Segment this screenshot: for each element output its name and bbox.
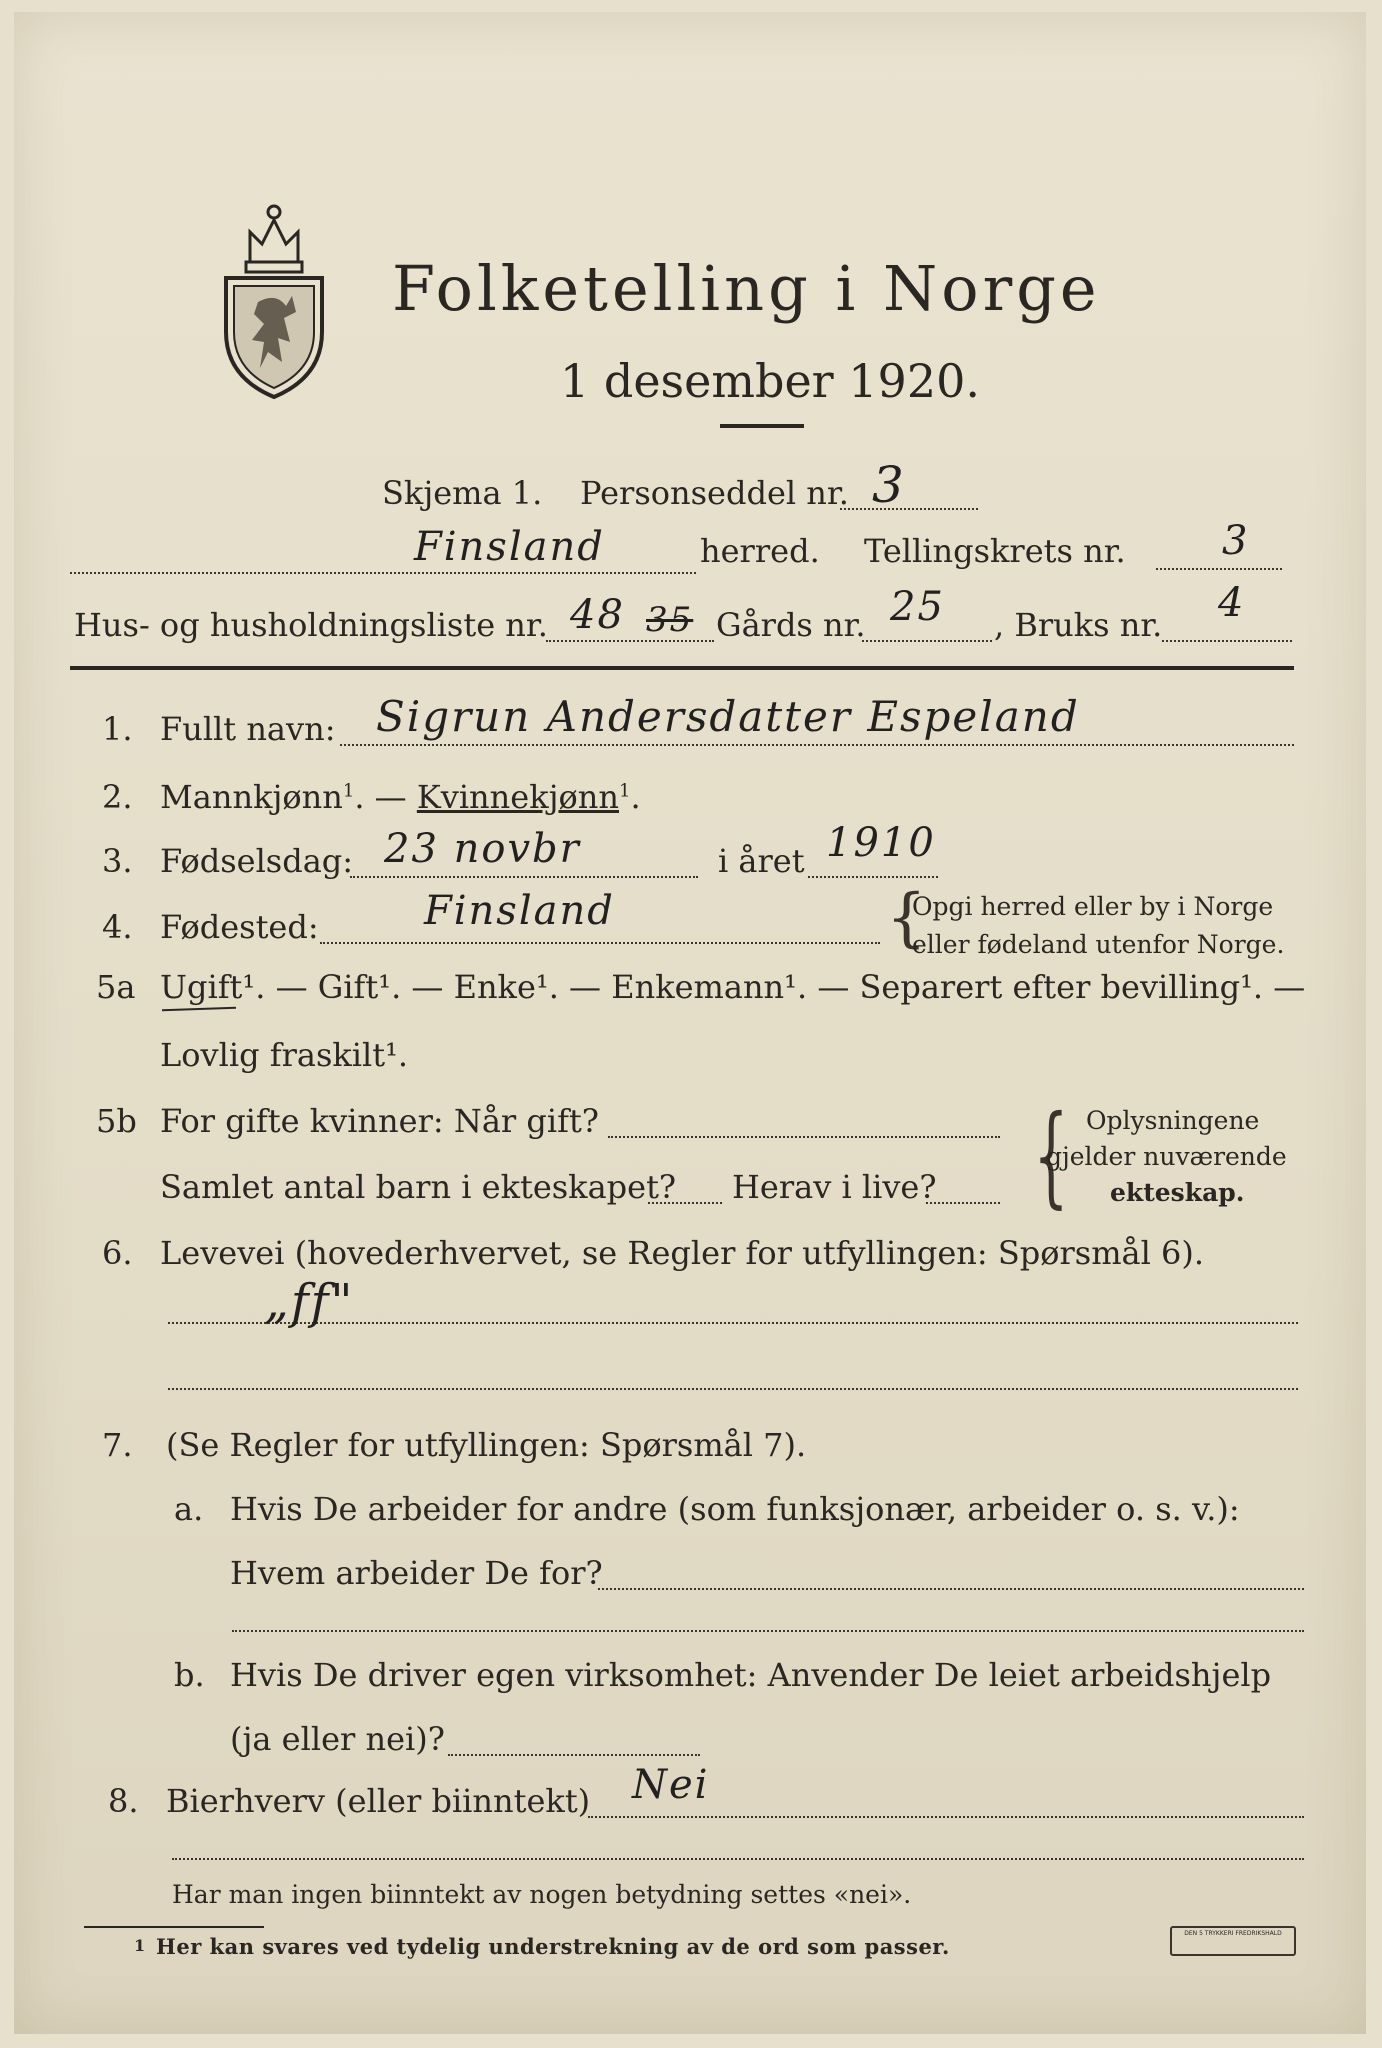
q5b-label2: Samlet antal barn i ekteskapet? (160, 1168, 677, 1206)
hus-label: Hus- og husholdningsliste nr. (74, 606, 548, 644)
bruks-field[interactable] (1162, 640, 1292, 642)
q4-note-line2: eller fødeland utenfor Norge. (912, 930, 1285, 959)
q5b-note-line1: Oplysningene (1086, 1106, 1260, 1135)
children-alive-field[interactable] (926, 1202, 1000, 1204)
employer-field-2[interactable] (232, 1630, 1304, 1632)
q7-number: 7. (102, 1426, 133, 1464)
q5b-number: 5b (96, 1102, 137, 1140)
q4-note-line1: Opgi herred eller by i Norge (912, 892, 1274, 921)
title-divider (720, 424, 804, 428)
q7b-line1: Hvis De driver egen virksomhet: Anvender De leiet arbeidshjelp (230, 1656, 1272, 1694)
married-when-field[interactable] (608, 1136, 1000, 1138)
ugift-underline (162, 1007, 236, 1012)
full-name-value: Sigrun Andersdatter Espeland (376, 692, 1080, 741)
q8-label: Bierhverv (eller biinntekt) (166, 1782, 591, 1820)
herred-value: Finsland (414, 524, 605, 570)
birthday-field[interactable] (350, 876, 698, 878)
side-income-value: Nei (632, 1762, 710, 1808)
hired-help-field[interactable] (448, 1754, 700, 1756)
q3-label: Fødselsdag: (160, 842, 354, 880)
q5b-brace: { (1033, 1091, 1069, 1219)
gards-field[interactable] (862, 640, 992, 642)
skjema-label: Skjema 1. (382, 474, 543, 512)
q1-number: 1. (102, 710, 133, 748)
census-form-sheet (14, 12, 1366, 2034)
q6-number: 6. (102, 1234, 133, 1272)
printer-stamp: DEN 5 TRYKKERI FREDRIKSHALD (1170, 1926, 1296, 1956)
personseddel-field[interactable] (840, 508, 978, 510)
q7b-line2: (ja eller nei)? (230, 1720, 445, 1758)
birthplace-field[interactable] (320, 942, 880, 944)
header-separator (70, 666, 1294, 670)
side-income-field[interactable] (588, 1816, 1304, 1818)
marital-status-options[interactable]: Ugift¹. — Gift¹. — Enke¹. — Enkemann¹. — Separert efter bevilling¹. — (160, 968, 1306, 1006)
q2-separator: . — (354, 778, 407, 816)
q1-label: Fullt navn: (160, 710, 336, 748)
q2-number: 2. (102, 778, 133, 816)
hus-value: 48 (570, 592, 625, 638)
bruks-label: , Bruks nr. (994, 606, 1163, 644)
q8-note: Har man ingen biinntekt av nogen betydning settes «nei». (172, 1880, 912, 1909)
q7a-line1: Hvis De arbeider for andre (som funksjonær, arbeider o. s. v.): (230, 1490, 1240, 1528)
birth-year-value: 1910 (826, 820, 936, 866)
occupation-value: „ff" (264, 1274, 355, 1330)
norwegian-coat-of-arms-icon (220, 192, 328, 402)
employer-field[interactable] (598, 1588, 1304, 1590)
q7b-letter: b. (174, 1656, 205, 1694)
q4-brace: { (886, 881, 927, 955)
q5b-label3: Herav i live? (732, 1168, 937, 1206)
gards-value: 25 (890, 584, 945, 630)
census-date: 1 desember 1920. (560, 354, 980, 408)
herred-field[interactable] (70, 572, 696, 574)
hus-field[interactable] (546, 640, 714, 642)
q7a-line2: Hvem arbeider De for? (230, 1554, 603, 1592)
q2-male-sup: 1 (342, 780, 355, 802)
tellingskrets-label: Tellingskrets nr. (864, 532, 1126, 570)
q5b-note-line2: gjelder nuværende (1046, 1142, 1287, 1171)
hus-value-struck: 35 (646, 600, 694, 640)
personseddel-value: 3 (872, 456, 906, 514)
q2-options (160, 778, 641, 816)
full-name-field[interactable] (340, 744, 1294, 746)
birthday-value: 23 novbr (384, 826, 581, 872)
bruks-value: 4 (1218, 580, 1246, 626)
marital-status-options-cont[interactable]: Lovlig fraskilt¹. (160, 1036, 409, 1074)
q5b-note-line3: ekteskap. (1110, 1178, 1245, 1207)
herred-label: herred. (700, 532, 820, 570)
year-label: i året (718, 842, 805, 880)
children-total-field[interactable] (648, 1202, 722, 1204)
q4-number: 4. (102, 908, 133, 946)
q5b-label1: For gifte kvinner: Når gift? (160, 1102, 599, 1140)
form-title: Folketelling i Norge (392, 252, 1101, 325)
birth-year-field[interactable] (808, 876, 938, 878)
male-option[interactable]: Mannkjønn (160, 778, 343, 816)
birthplace-value: Finsland (424, 888, 615, 934)
q7-label: (Se Regler for utfyllingen: Spørsmål 7). (166, 1426, 807, 1464)
q8-number: 8. (108, 1782, 139, 1820)
q2-female-sup: 1 (619, 780, 631, 802)
occupation-field-2[interactable] (168, 1388, 1298, 1390)
side-income-field-2[interactable] (172, 1858, 1304, 1860)
q4-label: Fødested: (160, 908, 319, 946)
female-option-selected[interactable]: Kvinnekjønn (416, 778, 619, 816)
q2-end: . (630, 778, 641, 816)
q5a-number: 5a (96, 968, 136, 1006)
footnote-rule (84, 1926, 264, 1928)
footnote-marker: 1 (134, 1936, 146, 1955)
personseddel-label: Personseddel nr. (580, 474, 849, 512)
q3-number: 3. (102, 842, 133, 880)
tellingskrets-field[interactable] (1156, 568, 1282, 570)
footnote-text: Her kan svares ved tydelig understrekning av de ord som passer. (156, 1934, 950, 1959)
tellingskrets-value: 3 (1222, 518, 1250, 564)
gards-label: Gårds nr. (716, 606, 866, 644)
q6-label: Levevei (hovederhvervet, se Regler for utfyllingen: Spørsmål 6). (160, 1234, 1205, 1272)
q7a-letter: a. (174, 1490, 204, 1528)
